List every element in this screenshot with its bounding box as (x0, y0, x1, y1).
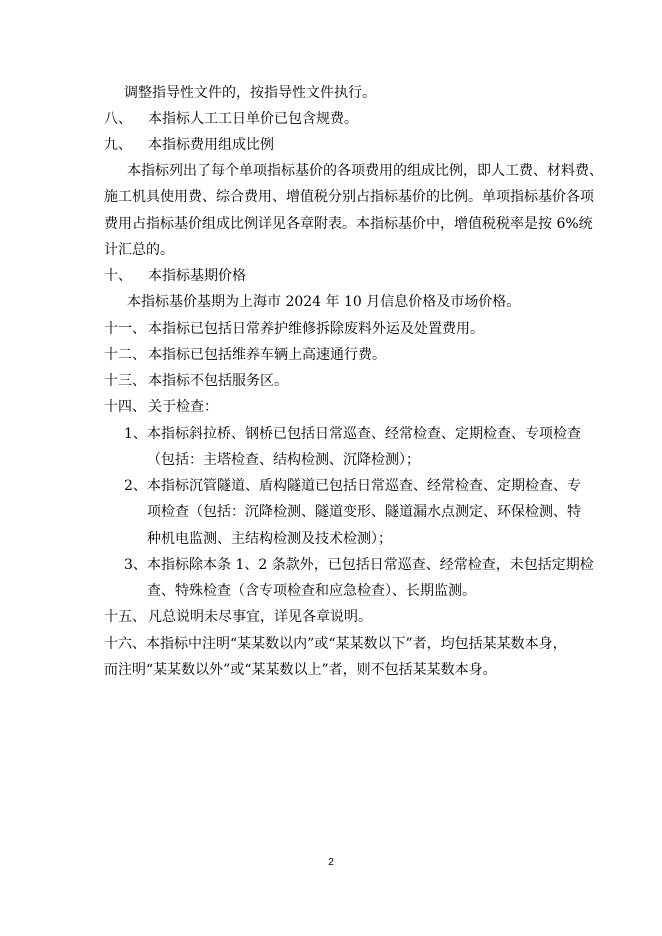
section-heading: 本指标已包括维养车辆上高速通行费。 (148, 347, 386, 363)
section-number: 九、 (104, 137, 132, 153)
list-number: 1、 (124, 426, 147, 442)
section-heading: 本指标费用组成比例 (148, 137, 274, 153)
list-number: 2、 (124, 478, 147, 494)
paragraph-line: 施工机具使用费、综合费用、增值税分别占指标基价的比例。单项指标基价各项 (104, 189, 594, 205)
section-16-line: 而注明“某某数以外”或“某某数以上”者，则不包括某某数本身。 (104, 662, 497, 678)
list-line: 本指标沉管隧道、盾构隧道已包括日常巡查、经常检查、定期检查、专 (147, 478, 581, 494)
list-line: 项检查（包括：沉降检测、隧道变形、隧道漏水点测定、环保检测、特 (147, 504, 581, 520)
section-heading: 本指标基期价格 (148, 268, 246, 284)
section-heading: 凡总说明未尽事宜，详见各章说明。 (148, 609, 372, 625)
section-number: 十三、 (104, 373, 146, 389)
section-number: 十、 (104, 268, 132, 284)
section-heading: 关于检查： (148, 399, 218, 415)
continuation-line: 调整指导性文件的，按指导性文件执行。 (124, 85, 376, 101)
list-number: 3、 (124, 557, 147, 573)
section-number: 八、 (104, 111, 132, 127)
list-line: 种机电监测、主结构检测及技术检测）； (147, 531, 392, 547)
paragraph-line: 本指标列出了每个单项指标基价的各项费用的组成比例，即人工费、材料费、 (127, 163, 603, 179)
paragraph-line: 计汇总的。 (104, 242, 174, 258)
list-line: 本指标除本条 1、2 条款外，已包括日常巡查、经常检查，未包括定期检 (147, 557, 594, 573)
list-line: （包括：主塔检查、结构检测、沉降检测）； (147, 452, 420, 468)
section-number: 十五、 (104, 609, 146, 625)
section-number: 十二、 (104, 347, 146, 363)
section-16-line: 十六、本指标中注明“某某数以内”或“某某数以下”者，均包括某某数本身， (104, 636, 567, 652)
page-number: 2 (328, 857, 334, 868)
section-heading: 本指标已包括日常养护维修拆除废料外运及处置费用。 (148, 321, 484, 337)
section-heading: 本指标不包括服务区。 (148, 373, 288, 389)
section-number: 十一、 (104, 321, 146, 337)
list-line: 查、特殊检查（含专项检查和应急检查）、长期监测。 (147, 583, 476, 599)
section-heading: 本指标人工工日单价已包含规费。 (148, 111, 358, 127)
list-line: 本指标斜拉桥、钢桥已包括日常巡查、经常检查、定期检查、专项检查 (147, 426, 581, 442)
section-number: 十四、 (104, 399, 146, 415)
paragraph-line: 费用占指标基价组成比例详见各章附表。本指标基价中，增值税税率是按 6%统 (104, 216, 593, 232)
section-10-paragraph: 本指标基价基期为上海市 2024 年 10 月信息价格及市场价格。 (127, 294, 521, 310)
